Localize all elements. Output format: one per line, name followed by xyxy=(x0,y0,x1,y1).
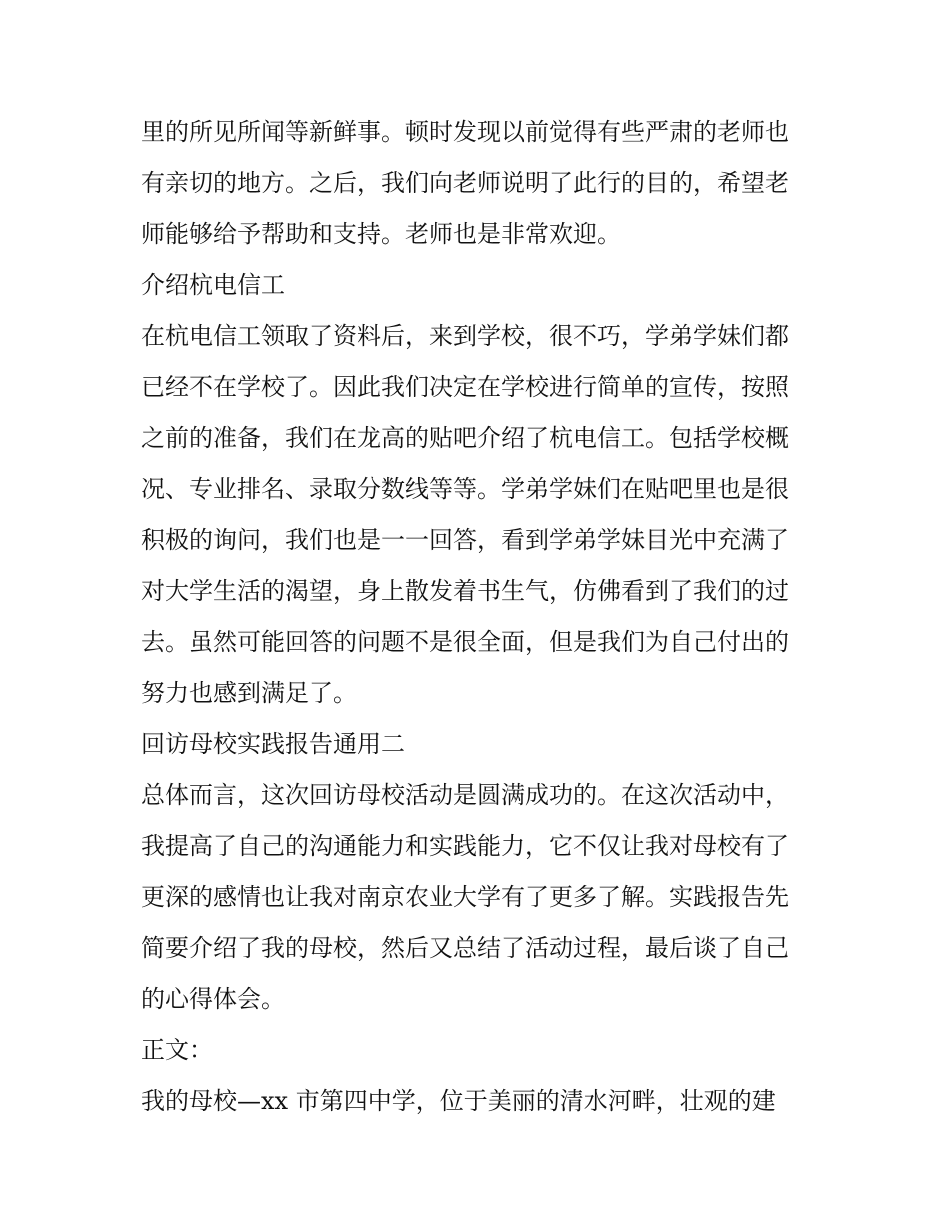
body-text-line: 积极的询问，我们也是一一回答，看到学弟学妹目光中充满了 xyxy=(141,526,789,554)
body-text-line: 之前的准备，我们在龙高的贴吧介绍了杭电信工。包括学校概 xyxy=(141,424,789,452)
body-text-line: 努力也感到满足了。 xyxy=(141,679,357,707)
body-text-line: 我提高了自己的沟通能力和实践能力，它不仅让我对母校有了 xyxy=(141,832,789,860)
body-text-line: 况、专业排名、录取分数线等等。学弟学妹们在贴吧里也是很 xyxy=(141,475,789,503)
body-text-line: 我的母校—xx 市第四中学，位于美丽的清水河畔，壮观的建 xyxy=(141,1087,776,1115)
body-text-line: 有亲切的地方。之后，我们向老师说明了此行的目的，希望老 xyxy=(141,169,789,197)
body-text-line: 去。虽然可能回答的问题不是很全面，但是我们为自己付出的 xyxy=(141,628,789,656)
body-text-line: 在杭电信工领取了资料后，来到学校，很不巧，学弟学妹们都 xyxy=(141,322,789,350)
body-text-line: 总体而言，这次回访母校活动是圆满成功的。在这次活动中， xyxy=(141,781,789,809)
section-heading: 介绍杭电信工 xyxy=(141,271,285,299)
body-text-line: 已经不在学校了。因此我们决定在学校进行简单的宣传，按照 xyxy=(141,373,789,401)
body-text-line: 的心得体会。 xyxy=(141,985,285,1013)
body-text-line: 更深的感情也让我对南京农业大学有了更多了解。实践报告先 xyxy=(141,883,789,911)
body-text-line: 对大学生活的渴望，身上散发着书生气，仿佛看到了我们的过 xyxy=(141,577,789,605)
section-heading: 回访母校实践报告通用二 xyxy=(141,730,405,758)
document-body xyxy=(141,107,821,1127)
body-text-line: 师能够给予帮助和支持。老师也是非常欢迎。 xyxy=(141,220,621,248)
body-text-line: 里的所见所闻等新鲜事。顿时发现以前觉得有些严肃的老师也 xyxy=(141,118,789,146)
section-heading: 正文： xyxy=(141,1036,213,1064)
body-text-line: 简要介绍了我的母校，然后又总结了活动过程，最后谈了自己 xyxy=(141,934,789,962)
